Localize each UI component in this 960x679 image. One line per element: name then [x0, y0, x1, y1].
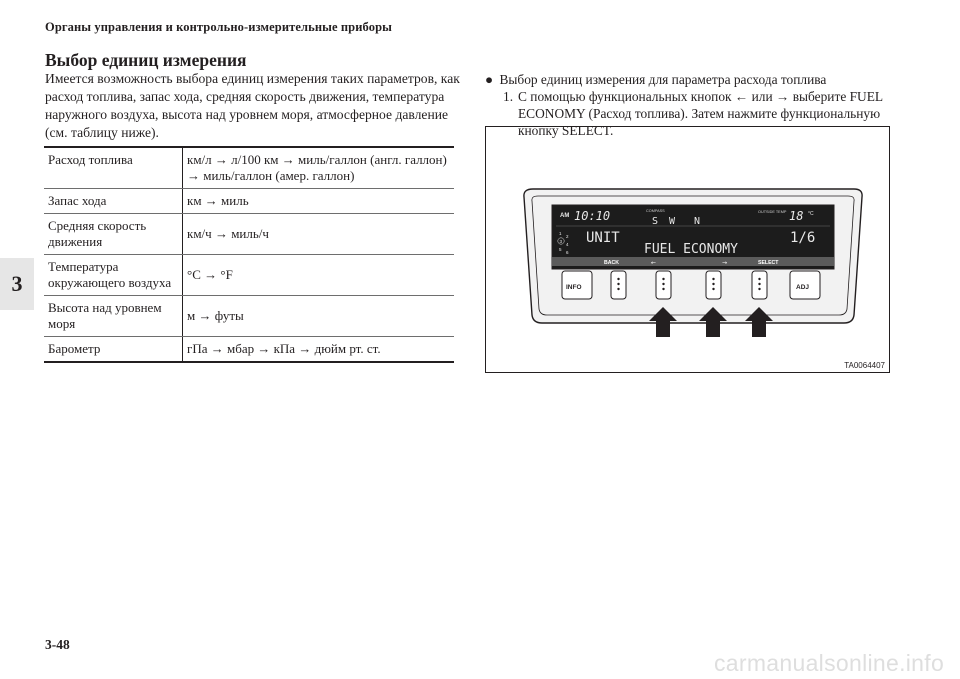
section-title: Выбор единиц измерения: [45, 50, 247, 70]
table-row: [44, 214, 454, 255]
display-side-3: 3: [559, 239, 563, 244]
section-intro: Имеется возможность выбора единиц измерения таких параметров, как расход топлива, запас хода, средняя скорость движения, температура наружного воздуха, высота над уровнем моря, атмосферное давление (см. таблицу ниже).: [45, 71, 460, 140]
table-cell-units: км/ч → миль/ч: [183, 214, 455, 255]
table-cell-units: гПа → мбар → кПа → дюйм рт. ст.: [183, 337, 455, 363]
adj-button-label: ADJ: [796, 284, 810, 291]
table-row: [44, 189, 454, 214]
display-side-5: 5: [559, 247, 562, 252]
softkey-back-label: BACK: [604, 260, 619, 266]
display-page: 1/6: [790, 230, 816, 246]
table-cell-units: °C → °F: [183, 255, 455, 296]
table-row: [44, 147, 454, 189]
table-cell-param: Средняя скорость движения: [44, 214, 183, 255]
info-button-label: INFO: [566, 284, 582, 291]
display-am: AM: [560, 213, 570, 219]
display-side-4: 4: [566, 242, 569, 247]
softkey-select-label: SELECT: [758, 260, 779, 266]
bullet-text: Выбор единиц измерения для параметра расхода топлива: [499, 72, 827, 87]
bullet-item: [485, 71, 915, 88]
table-cell-units: км/л → л/100 км → миль/галлон (англ. галлон) → миль/галлон (амер. галлон): [183, 147, 455, 189]
bullet-icon: ●: [485, 72, 494, 87]
display-side-2: 2: [566, 234, 569, 239]
figure-code: TA0064407: [844, 361, 885, 370]
display-clock: 10:10: [574, 209, 611, 223]
chapter-tab: 3: [0, 258, 34, 310]
table-cell-param: Температура окружающего воздуха: [44, 255, 183, 296]
table-cell-units: м → футы: [183, 296, 455, 337]
step-text: С помощью функциональных кнопок ← или → выберите FUEL ECONOMY (Расход топлива). Затем нажмите функциональную кнопку SELECT.: [518, 89, 883, 138]
display-temp-value: 18: [789, 209, 804, 223]
display-main-left: UNIT: [586, 230, 620, 246]
softkey-right-label: →: [722, 259, 728, 267]
display-outside-temp-label: OUTSIDE TEMP: [758, 210, 787, 214]
table-cell-param: Запас хода: [44, 189, 183, 214]
units-table: [44, 146, 454, 363]
display-compass-n: N: [694, 216, 701, 227]
softkey-left-label: ←: [651, 259, 657, 267]
table-row: [44, 255, 454, 296]
table-row: [44, 337, 454, 363]
display-side-1: 1: [559, 231, 562, 236]
table-cell-param: Барометр: [44, 337, 183, 363]
display-main-center: FUEL ECONOMY: [644, 242, 738, 257]
step-number: 1.: [503, 89, 514, 104]
page-header: Органы управления и контрольно-измерительные приборы: [45, 20, 392, 34]
display-compass-s: S: [652, 216, 659, 227]
table-cell-param: Высота над уровнем моря: [44, 296, 183, 337]
table-row: [44, 296, 454, 337]
watermark: carmanualsonline.info: [714, 650, 945, 676]
display-temp-unit: °C: [808, 211, 814, 217]
display-compass-w: W: [669, 216, 676, 227]
display-figure: [485, 126, 890, 373]
display-panel-illustration: [486, 127, 889, 372]
display-side-6: 6: [566, 250, 569, 255]
table-cell-param: Расход топлива: [44, 147, 183, 189]
display-compass-label: COMPASS: [646, 209, 665, 213]
table-cell-units: км → миль: [183, 189, 455, 214]
page-number: 3-48: [45, 637, 70, 652]
